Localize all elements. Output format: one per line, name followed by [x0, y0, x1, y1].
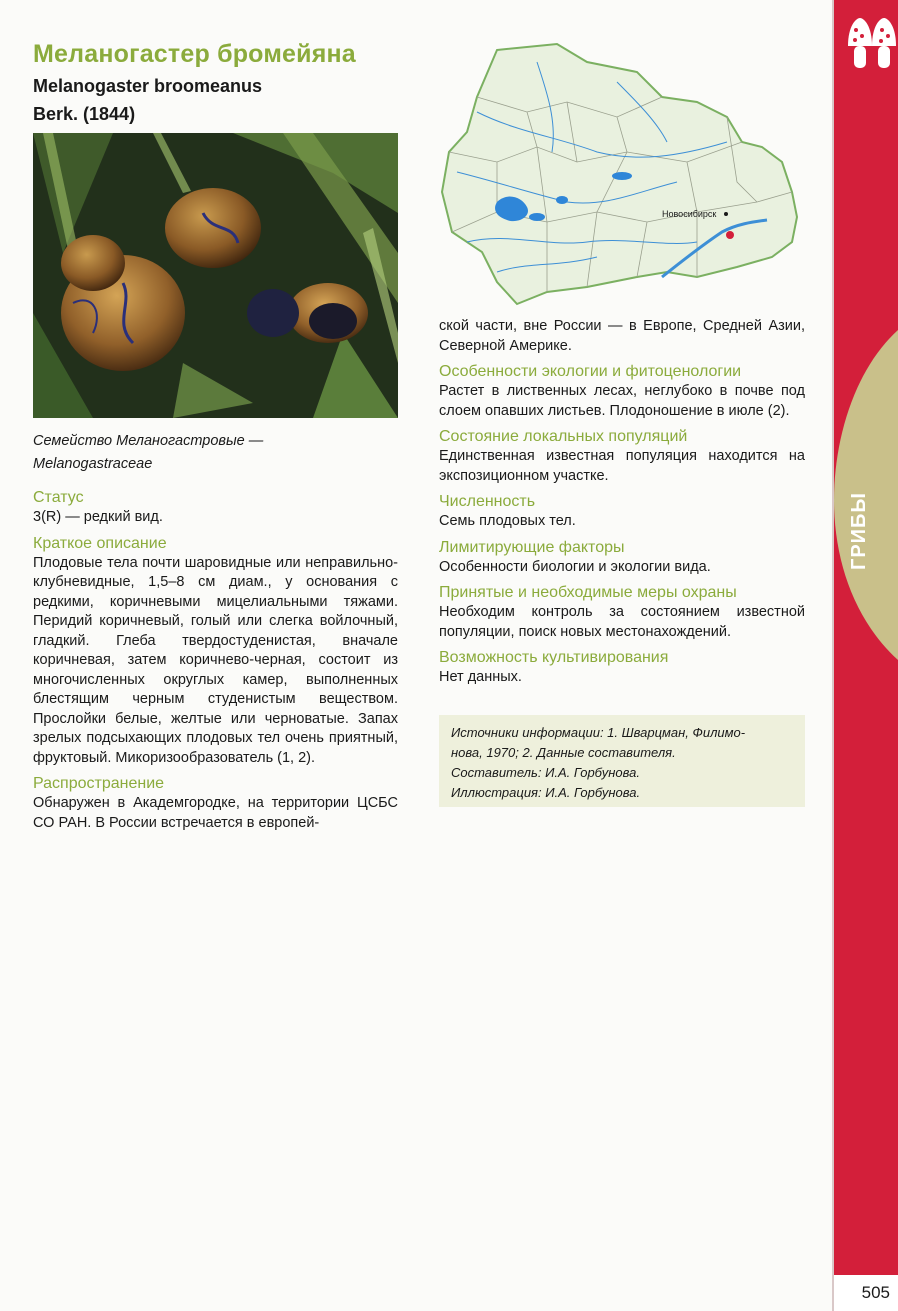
lake-small [612, 172, 632, 180]
left-column [33, 488, 398, 833]
cultivation-heading: Возможность культивирования [439, 649, 669, 666]
page-number: 505 [861, 1283, 890, 1302]
region-map [437, 42, 807, 312]
populations-heading: Состояние локальных популяций [439, 428, 688, 445]
cultivation-text: Нет данных. [439, 669, 522, 685]
limiting-factors-text: Особенности биологии и экологии вида. [439, 558, 711, 575]
distribution-text: Обнаружен в Академгородке, на территории ЦСБС СО РАН. В России встречается в европей- [33, 795, 398, 831]
distribution-heading: Распространение [33, 775, 165, 792]
author-citation: Berk. (1844) [33, 104, 136, 124]
abundance-heading: Численность [439, 493, 536, 510]
city-marker [724, 212, 728, 216]
status-text: 3(R) — редкий вид. [33, 509, 163, 525]
family-caption [33, 430, 393, 476]
location-marker [726, 231, 734, 239]
distribution-continued: ской части, вне России — в Европе, Средней Азии, Северной Америке. [439, 318, 805, 354]
illustration-credit: Иллюстрация: И.А. Горбунова. [451, 785, 641, 800]
section-label: ГРИБЫ [848, 491, 870, 570]
mushroom-photo-illustration [33, 133, 398, 418]
distribution-map [437, 42, 807, 312]
ecology-text: Растет в лиственных лесах, неглубоко в почве под слоем опавших листьев. Плодоношение в июле (2). [439, 383, 805, 419]
mushroom-photo [33, 133, 398, 418]
sources-line: нова, 1970; 2. Данные составителя. [451, 745, 676, 760]
ecology-heading: Особенности экологии и фитоценологии [439, 363, 742, 380]
compiler-line: Составитель: И.А. Горбунова. [451, 765, 640, 780]
protection-text: Необходим контроль за состоянием известной популяции, поиск новых местонахождений. [439, 604, 805, 640]
sources-box [439, 715, 805, 807]
latin-name: Melanogaster broomeanus [33, 76, 263, 96]
populations-text: Единственная известная популяция находится на экспозиционном участке. [439, 448, 805, 484]
family-lat: Melanogastraceae [33, 456, 153, 472]
sources-line: Источники информации: 1. Шварцман, Филимо- [451, 725, 746, 740]
description-text: Плодовые тела почти шаровидные или неправильно-клубневидные, 1,5–8 см диам., у основания с редкими, коричневыми мицелиальными тяжами. Перидий коричневый, голый или слегка войлочный, гладкий. Глеба твердостуденистая, вначале коричневая, затем коричнево-черная, состоит из многочисленных округлых камер, выполненных блестящим черным студенистым веществом. Прослойки белые, желтые или черноватые. Запах зрелых подсыхающих плодовых тел очень приятный, фруктовый. Микоризообразователь (1, 2). [33, 554, 398, 766]
right-column [439, 317, 805, 688]
abundance-text: Семь плодовых тел. [439, 513, 576, 529]
mushroom-icon [844, 16, 898, 78]
status-heading: Статус [33, 489, 84, 506]
description-heading: Краткое описание [33, 534, 167, 552]
city-label: Новосибирск [662, 209, 717, 219]
page-title: Меланогастер бромейяна [33, 40, 356, 68]
family-ru: Семейство Меланогастровые — [33, 433, 264, 449]
limiting-factors-heading: Лимитирующие факторы [439, 538, 625, 556]
lake-small [556, 196, 568, 204]
lake-small [529, 213, 545, 221]
protection-heading: Принятые и необходимые меры охраны [439, 584, 737, 601]
